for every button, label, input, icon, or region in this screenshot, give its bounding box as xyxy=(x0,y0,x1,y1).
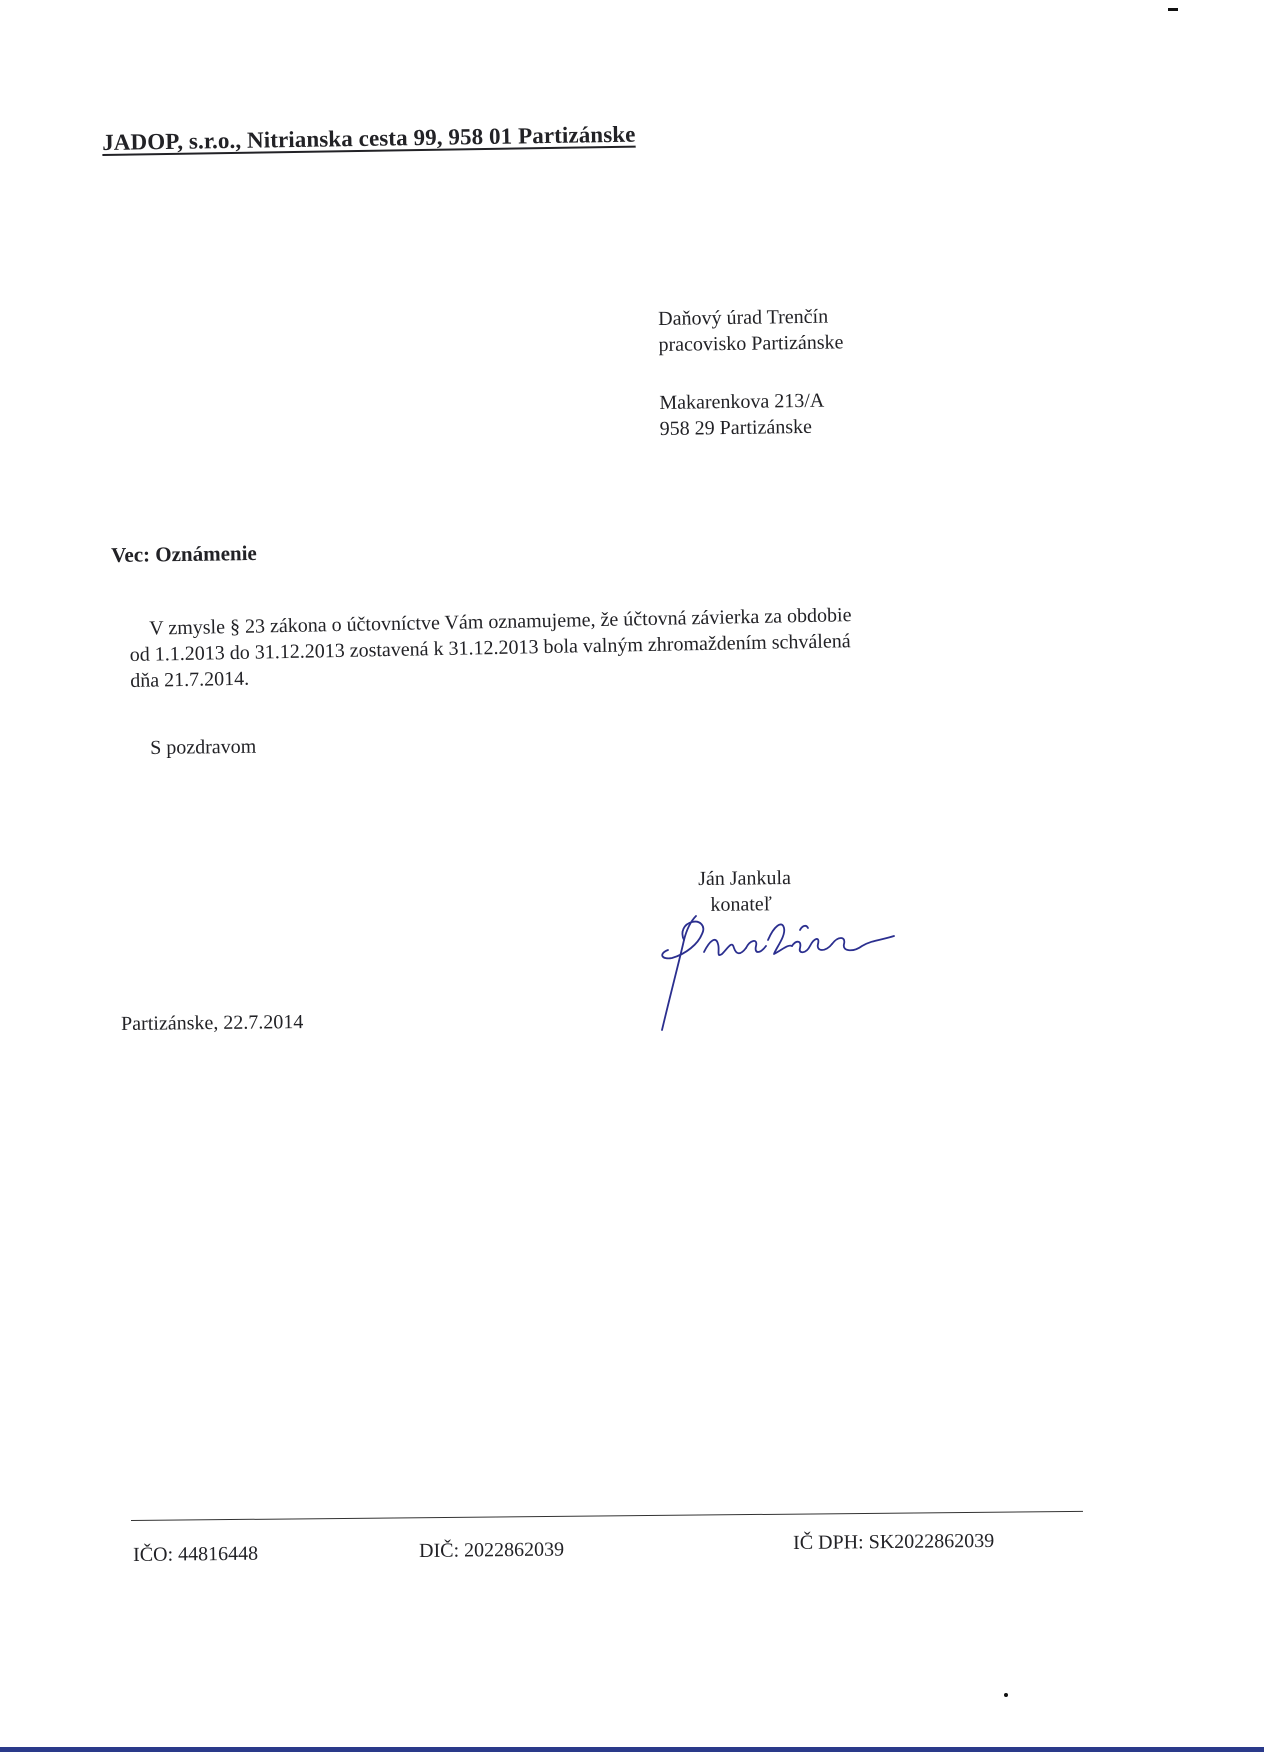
signatory-role: konateľ xyxy=(710,893,772,916)
scan-speck xyxy=(1168,8,1178,11)
recipient-branch: pracovisko Partizánske xyxy=(658,331,844,356)
recipient-gap xyxy=(659,355,844,390)
footer-divider xyxy=(131,1511,1083,1521)
signatory-name: Ján Jankula xyxy=(698,867,792,890)
recipient-address xyxy=(658,303,845,442)
recipient-city: 958 29 Partizánske xyxy=(659,415,813,440)
footer-ico: IČO: 44816448 xyxy=(133,1542,259,1566)
recipient-street: Makarenkova 213/A xyxy=(659,389,825,414)
company-header: JADOP, s.r.o., Nitrianska cesta 99, 958 01 Partizánske xyxy=(102,121,636,155)
handwritten-signature xyxy=(650,910,920,1050)
footer-dic: DIČ: 2022862039 xyxy=(419,1538,565,1562)
letter-body xyxy=(129,599,1010,694)
body-line: dňa 21.7.2014. xyxy=(130,667,250,692)
scan-speck xyxy=(1004,1693,1008,1697)
footer-ic-dph: IČ DPH: SK2022862039 xyxy=(793,1529,995,1554)
body-line: od 1.1.2013 do 31.12.2013 zostavená k 31.12.2013 bola valným zhromaždením schválená xyxy=(129,630,851,666)
letter-subject: Vec: Oznámenie xyxy=(111,540,257,567)
recipient-office: Daňový úrad Trenčín xyxy=(658,305,829,330)
scan-edge xyxy=(0,1747,1264,1752)
body-line: V zmysle § 23 zákona o účtovníctve Vám oznamujeme, že účtovná závierka za obdobie xyxy=(149,604,852,640)
letter-greeting: S pozdravom xyxy=(150,735,257,759)
place-and-date: Partizánske, 22.7.2014 xyxy=(121,1011,304,1035)
